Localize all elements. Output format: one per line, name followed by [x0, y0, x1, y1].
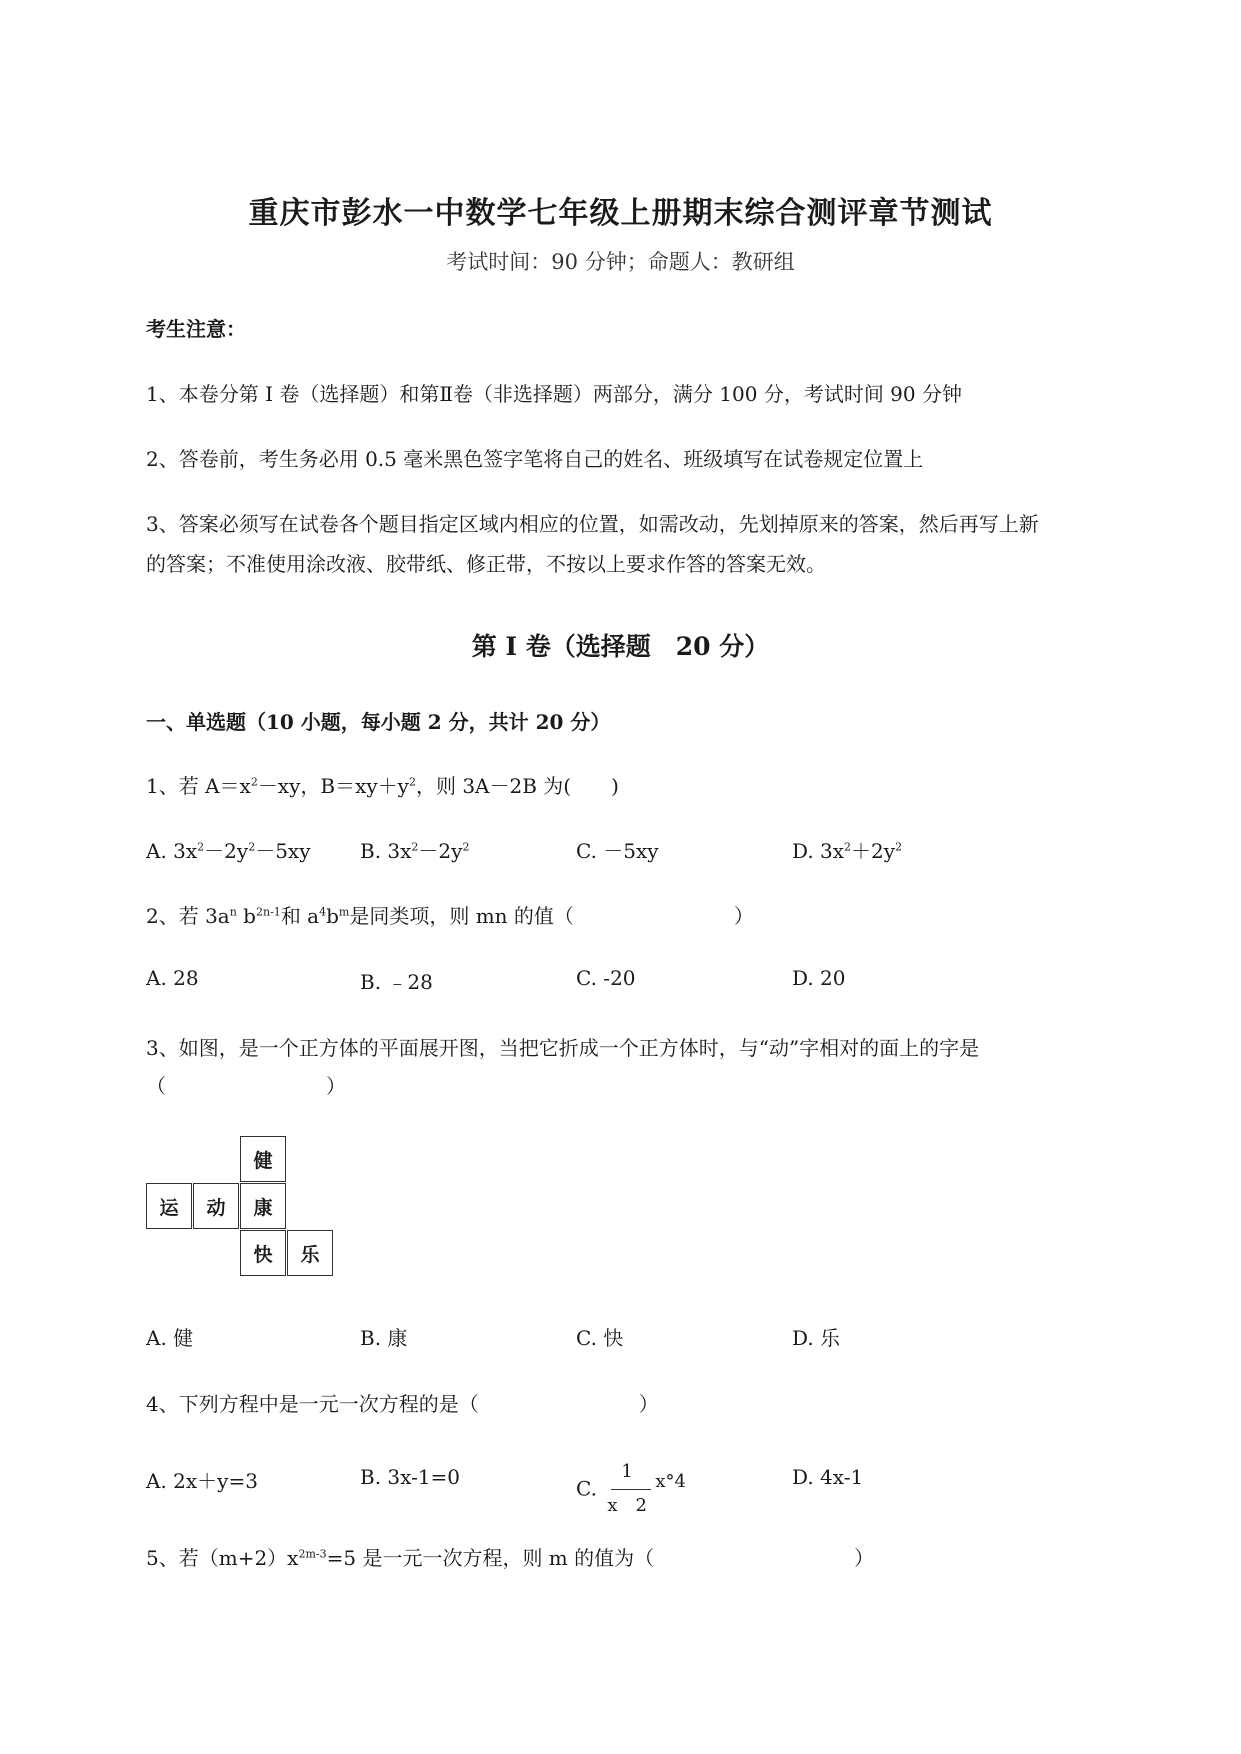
- question-3-option-d: D. 乐: [792, 1326, 841, 1350]
- net-face-kuai: 快: [240, 1230, 286, 1276]
- part-title: 一、单选题（10 小题，每小题 2 分，共计 20 分）: [146, 710, 611, 734]
- question-3-option-c: C. 快: [576, 1326, 624, 1350]
- question-3-stem: 3、如图，是一个正方体的平面展开图，当把它折成一个正方体时，与“动”字相对的面上的字是: [146, 1036, 980, 1060]
- question-1-option-b: B. $3x^2-2y^2$: [360, 839, 470, 863]
- notice-item-3-cont: 的答案；不准使用涂改液、胶带纸、修正带，不按以上要求作答的答案无效。: [146, 552, 826, 576]
- question-3-option-a: A. 健: [146, 1326, 194, 1350]
- section-title: 第 I 卷（选择题 20 分）: [471, 632, 770, 661]
- question-1-option-d: D. $3x^2+2y^2$: [792, 839, 903, 863]
- question-4-option-c: C. 1 x 2 x°4: [576, 1461, 686, 1516]
- question-4-option-a: A. 2x＋y=3: [146, 1469, 258, 1493]
- question-2-option-c: C. -20: [576, 966, 636, 990]
- notice-heading: 考生注意：: [146, 317, 246, 341]
- question-4-option-d: D. 4x-1: [792, 1465, 864, 1489]
- question-2-option-b: B. ﹣28: [360, 970, 433, 994]
- question-1-option-c: C. －5xy: [576, 839, 659, 863]
- net-face-kang: 康: [240, 1183, 286, 1229]
- notice-item-3: 3、答案必须写在试卷各个题目指定区域内相应的位置，如需改动，先划掉原来的答案，然后再写上新: [146, 512, 1039, 536]
- question-1-stem: 1、若 $A=x^2-xy$，$B=xy+y^2$，则 3A－2B 为( ): [146, 774, 619, 798]
- net-face-yun: 运: [146, 1183, 192, 1229]
- net-face-le: 乐: [287, 1230, 333, 1276]
- question-4-option-b: B. 3x-1=0: [360, 1465, 461, 1489]
- question-3-stem-cont: （ ）: [146, 1074, 346, 1098]
- question-4-stem: 4、下列方程中是一元一次方程的是（ ）: [146, 1392, 659, 1416]
- fraction-expression: 1 x 2 x°4: [607, 1461, 686, 1516]
- net-face-jian: 健: [240, 1136, 286, 1182]
- net-face-dong: 动: [193, 1183, 239, 1229]
- question-2-option-d: D. 20: [792, 966, 846, 990]
- notice-item-2: 2、答卷前，考生务必用 0.5 毫米黑色签字笔将自己的姓名、班级填写在试卷规定位置上: [146, 447, 924, 471]
- question-5-stem: 5、若$(m+2)x^{2m-3}=5$ 是一元一次方程，则 m 的值为（ ）: [146, 1546, 875, 1570]
- exam-info: 考试时间：90 分钟；命题人：教研组: [446, 250, 795, 274]
- cube-net-figure: [146, 1136, 336, 1278]
- question-3-option-b: B. 康: [360, 1326, 408, 1350]
- question-1-option-a: A. $3x^2-2y^2-5xy$: [146, 839, 311, 863]
- question-2-stem: 2、若 $3a^n$ $b^{2n-1}$和 $a^4b^m$是同类项，则 mn 的值（ ）: [146, 904, 754, 928]
- notice-item-1: 1、本卷分第 I 卷（选择题）和第Ⅱ卷（非选择题）两部分，满分 100 分，考试时间 90 分钟: [146, 382, 962, 406]
- question-2-option-a: A. 28: [146, 966, 199, 990]
- document-title: 重庆市彭水一中数学七年级上册期末综合测评章节测试: [248, 196, 993, 231]
